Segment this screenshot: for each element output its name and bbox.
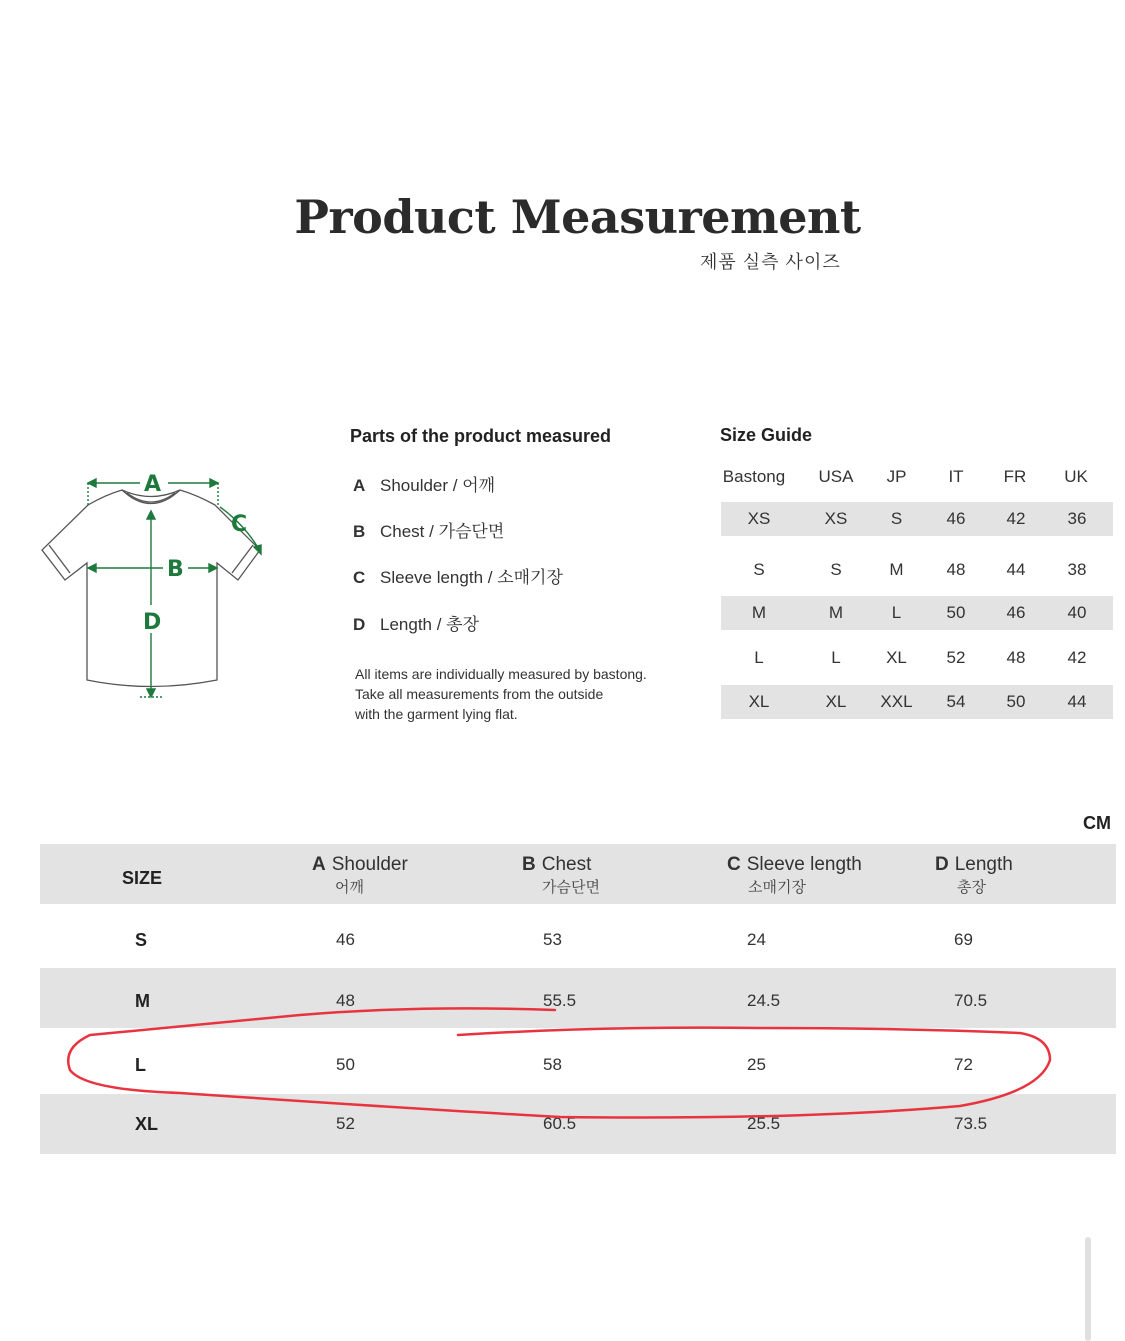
size-guide-heading: Size Guide [720,425,813,445]
table-row-highlighted [40,1034,1116,1094]
label-c: C [231,512,248,537]
tshirt-diagram [30,455,280,705]
shoulder-cell: 50 [336,1055,355,1074]
sleeve-cell: 25.5 [747,1114,781,1133]
shoulder-cell: 52 [336,1114,355,1133]
part-label: Chest / 가슴단면 [380,522,505,541]
header-label: Length [954,854,1013,875]
size-guide-row [721,502,1113,536]
table-cell: L [831,648,841,667]
header-letter: C [727,854,741,875]
table-cell: 46 [946,509,966,528]
table-cell: XS [824,509,848,528]
chest-cell: 58 [543,1055,562,1074]
header-label: Chest [541,854,592,875]
table-cell: 42 [1006,509,1026,528]
column-header: IT [948,467,964,486]
header-label: Shoulder [331,854,408,875]
page-title: Product Measurement [294,190,861,244]
note-line: Take all measurements from the outside [355,686,604,702]
table-cell: XL [886,648,907,667]
note-line: All items are individually measured by bastong. [355,666,647,682]
column-header-shoulder [312,854,408,897]
table-cell: S [753,560,765,579]
sleeve-cell: 24 [747,930,766,949]
table-cell: XS [747,509,771,528]
size-guide-row [721,685,1113,719]
table-cell: M [828,603,844,622]
part-item-sleeve [353,563,563,588]
part-letter: D [353,615,366,634]
measurement-note [355,664,675,724]
table-row [40,910,1116,970]
header-letter: B [522,854,536,875]
length-cell: 72 [954,1055,973,1074]
header-sublabel: 어깨 [335,879,364,896]
chest-cell: 60.5 [543,1114,577,1133]
size-guide-row [721,553,1113,587]
sleeve-cell: 25 [747,1055,766,1074]
table-cell: XL [825,692,847,711]
table-cell: 50 [1006,692,1026,711]
shoulder-cell: 48 [336,991,355,1010]
size-guide-header-row [721,460,1113,494]
table-cell: XXL [880,692,913,711]
label-b: B [167,557,184,582]
table-cell: M [751,603,767,622]
length-cell: 70.5 [954,991,988,1010]
column-header: FR [1003,467,1027,486]
column-header-chest [522,854,600,897]
part-item-shoulder [353,471,495,496]
table-cell: 44 [1067,692,1087,711]
note-line: with the garment lying flat. [355,706,518,722]
shoulder-cell: 46 [336,930,355,949]
column-header-sleeve [727,854,862,897]
table-cell: 48 [946,560,966,579]
part-label: Sleeve length / 소매기장 [380,568,563,587]
table-cell: 42 [1067,648,1087,667]
table-row [40,968,1116,1028]
column-header: UK [1064,467,1088,486]
sleeve-cell: 24.5 [747,991,781,1010]
table-cell: 40 [1067,603,1087,622]
chest-cell: 55.5 [543,991,577,1010]
size-cell: S [135,930,148,950]
table-cell: 46 [1006,603,1026,622]
column-header: JP [886,467,907,486]
chest-cell: 53 [543,930,562,949]
table-cell: 50 [946,603,966,622]
table-row [40,1094,1116,1154]
label-a: A [144,472,162,497]
part-letter: C [353,568,366,587]
label-d: D [143,610,162,635]
header-sublabel: 총장 [957,879,986,896]
length-cell: 73.5 [954,1114,988,1133]
table-cell: 36 [1067,509,1087,528]
size-cell: L [135,1055,146,1075]
header-sublabel: 소매기장 [748,879,806,896]
size-column-header: SIZE [122,868,163,888]
table-cell: 44 [1006,560,1026,579]
table-cell: L [891,603,902,622]
part-item-chest [353,517,504,542]
table-cell: L [754,648,764,667]
column-header: USA [818,467,854,486]
part-item-length [353,610,479,635]
table-cell: XL [748,692,770,711]
part-letter: A [353,476,366,495]
column-header: Bastong [722,467,786,486]
page-subtitle: 제품 실측 사이즈 [700,252,841,272]
table-cell: 38 [1067,560,1087,579]
table-cell: S [890,509,903,528]
table-cell: M [889,560,904,579]
size-cell: M [135,991,150,1011]
table-cell: S [830,560,842,579]
part-label: Length / 총장 [380,615,480,634]
parts-heading: Parts of the product measured [350,426,612,446]
header-label: Sleeve length [746,854,862,875]
size-cell: XL [135,1114,159,1134]
length-cell: 69 [954,930,973,949]
unit-label: CM [1083,813,1111,833]
scrollbar[interactable] [1085,1237,1091,1341]
part-letter: B [353,522,366,541]
table-cell: 48 [1006,648,1026,667]
table-cell: 52 [946,648,966,667]
part-label: Shoulder / 어깨 [380,476,496,495]
size-guide-row [721,641,1113,675]
header-letter: A [312,854,326,875]
header-sublabel: 가슴단면 [542,879,600,896]
table-cell: 54 [946,692,966,711]
measurement-table-header [40,844,1116,904]
header-letter: D [935,854,949,875]
size-guide-row [721,596,1113,630]
column-header-length [935,854,1013,897]
